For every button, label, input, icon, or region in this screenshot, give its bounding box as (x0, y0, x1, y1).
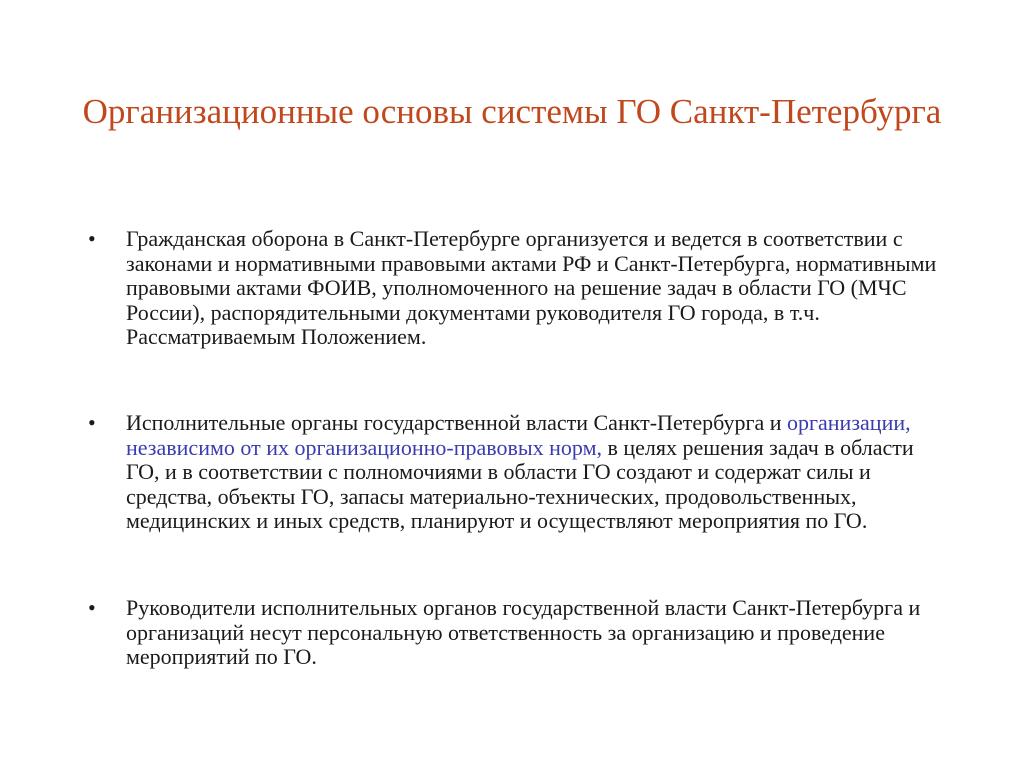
bullet-item (88, 226, 946, 350)
bullet-text-start: Исполнительные органы государственной власти Санкт-Петербурга и (126, 410, 787, 435)
bullet-text-end: в целях решения задач в области ГО, и в соответствии с полномочиями в области ГО создают и содержат силы и средства, объекты ГО, запасы материально-технических, продовольственных, медицинских и иных средств, планируют и осуществляют мероприятия по ГО. (126, 434, 914, 533)
bullet-text: Руководители исполнительных органов государственной власти Санкт-Петербурга и организаций несут персональную ответственность за организацию и проведение мероприятий по ГО. (126, 595, 921, 669)
bullet-marker: • (88, 595, 96, 620)
bullet-text: Гражданская оборона в Санкт-Петербурге организуется и ведется в соответствии с законами и нормативными правовыми актами РФ и Санкт-Петербурга, нормативными правовыми актами ФОИВ, уполномоченного на решение задач в области ГО (МЧС России), распорядительными документами руководителя ГО города, в т.ч. Рассматриваемым Положением. (126, 226, 937, 349)
bullet-item (88, 595, 946, 670)
bullet-item (88, 410, 946, 534)
slide-title: Организационные основы системы ГО Санкт-Петербурга (82, 92, 942, 131)
bullet-marker: • (88, 410, 96, 435)
highlighted-text: организации, независимо от их организационно-правовых норм, (126, 410, 911, 460)
bullet-marker: • (88, 226, 96, 251)
